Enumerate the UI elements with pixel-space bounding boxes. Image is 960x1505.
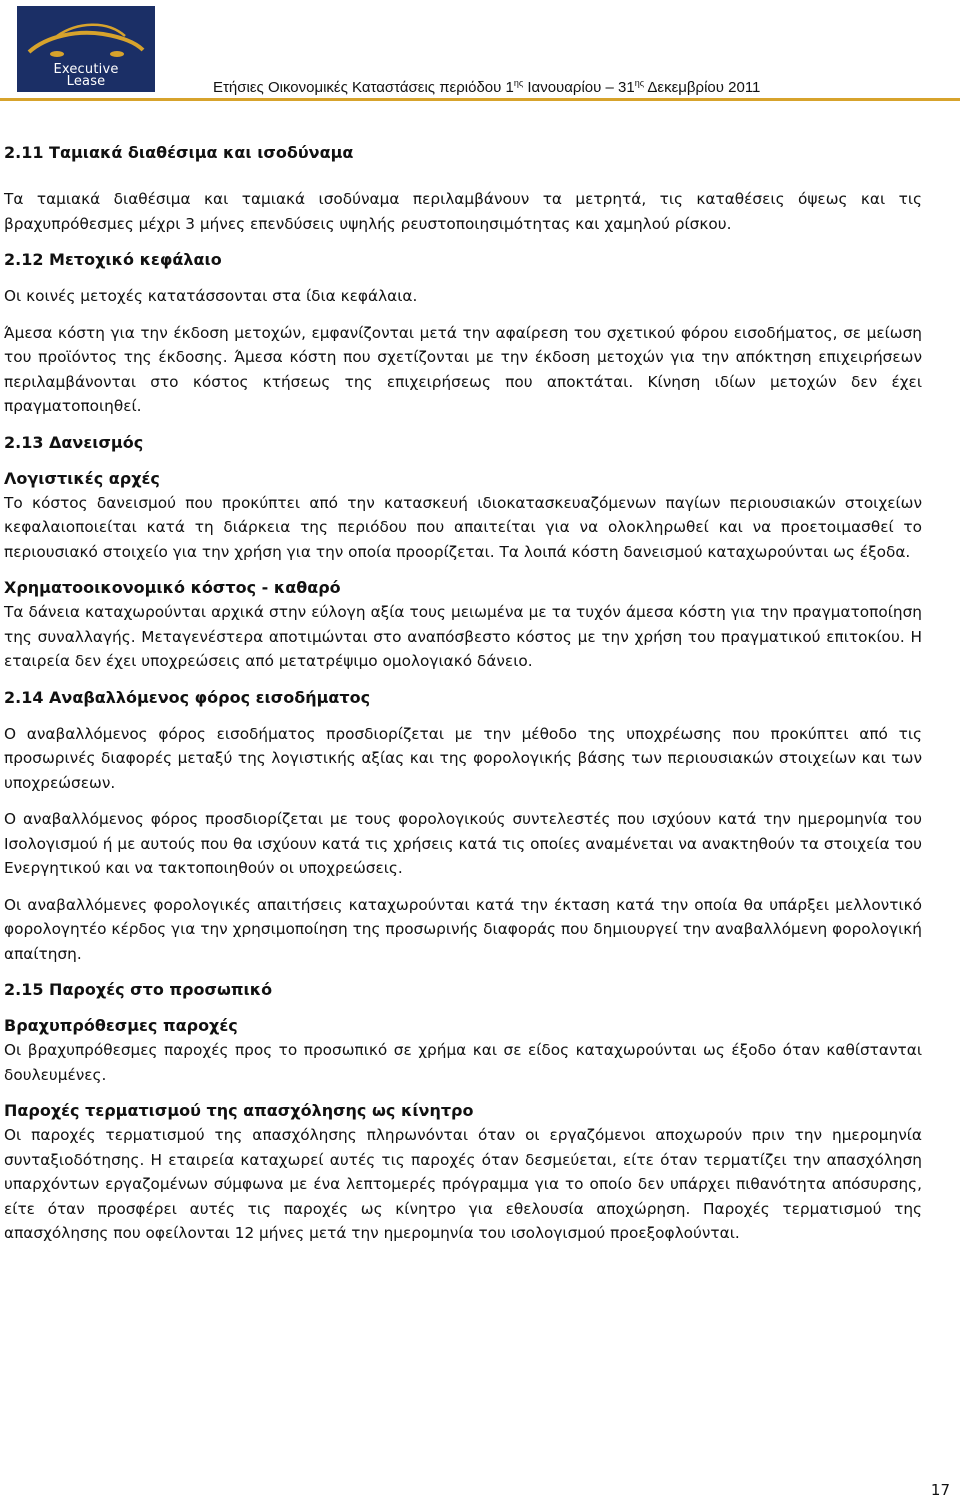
- document-body: [4, 141, 922, 1246]
- section-2-13-paragraph-2: Τα δάνεια καταχωρούνται αρχικά στην εύλογη αξία τους μειωμένα με τα τυχόν άμεσα κόστη για την πραγματοποίηση της συναλλαγής. Μεταγενέστερα αποτιμώνται στο αναπόσβεστο κόστος με την χρήση του πραγματικού επιτοκίου. Η εταιρεία δεν έχει υποχρεώσεις από μετατρέψιμο ομολογιακό δάνειο.: [4, 603, 922, 670]
- header-mid: Ιανουαρίου – 31: [523, 79, 635, 96]
- section-2-12-paragraph-1: Οι κοινές μετοχές κατατάσσονται στα ίδια κεφάλαια.: [4, 287, 418, 305]
- header-divider: [0, 98, 960, 101]
- header-sup2: ης: [634, 78, 645, 88]
- page-header: [213, 78, 813, 96]
- section-2-15-paragraph-1: Οι βραχυπρόθεσμες παροχές προς το προσωπικό σε χρήμα και σε είδος καταχωρούνται ως έξοδο όταν καθίστανται δουλευμένες.: [4, 1041, 922, 1084]
- logo-text-line2: Lease: [66, 74, 106, 89]
- section-2-13-subheading-2: Χρηματοοικονομικό κόστος - καθαρό: [4, 578, 341, 597]
- section-heading-2-15: 2.15 Παροχές στο προσωπικό: [4, 980, 273, 999]
- section-2-15-subheading-1: Βραχυπρόθεσμες παροχές: [4, 1016, 238, 1035]
- section-heading-2-11: 2.11 Ταμιακά διαθέσιμα και ισοδύναμα: [4, 143, 354, 162]
- section-2-14-paragraph-1: Ο αναβαλλόμενος φόρος εισοδήματος προσδιορίζεται με την μέθοδο της υποχρέωσης που προκύπτει από τις προσωρινές διαφορές μεταξύ της λογιστικής αξίας και της φορολογικής βάσης των περιουσιακών στοιχείων και των υποχρεώσεων.: [4, 724, 922, 792]
- section-2-14-paragraph-3: Οι αναβαλλόμενες φορολογικές απαιτήσεις καταχωρούνται κατά την έκταση κατά την οποία θα υπάρξει μελλοντικό φορολογητέο κέρδος για την χρησιμοποίηση της προσωρινής διαφοράς που δημιουργεί την αναβαλλόμενη φορολογική απαίτηση.: [4, 895, 922, 963]
- section-2-15-subheading-2: Παροχές τερματισμού της απασχόλησης ως κίνητρο: [4, 1101, 474, 1120]
- header-prefix: Ετήσιες Οικονομικές Καταστάσεις περιόδου 1: [213, 79, 514, 96]
- section-heading-2-13: 2.13 Δανεισμός: [4, 432, 144, 452]
- company-logo: [17, 6, 155, 92]
- section-2-15-paragraph-2: Οι παροχές τερματισμού της απασχόλησης πληρωνόνται όταν οι εργαζόμενοι αποχωρούν πριν την ημερομηνία συνταξιοδότησης. Η εταιρεία καταχωρεί αυτές τις παροχές όταν δεσμεύεται, είτε όταν τερματίζει την απασχόληση υπαρχόντων εργαζομένων σύμφωνα με ένα λεπτομερές πρόγραμμα για το οποίο δεν υπάρχει πιθανότητα απόσυρσης, είτε όταν προσφέρει αυτές τις παροχές ως κίνητρο για εθελουσία αποχώρηση. Παροχές τερματισμού της απασχόλησης που οφείλονται 12 μήνες μετά την ημερομηνία του ισολογισμού προεξοφλούνται.: [4, 1126, 922, 1242]
- section-2-11-paragraph: Τα ταμιακά διαθέσιμα και ταμιακά ισοδύναμα περιλαμβάνουν τα μετρητά, τις καταθέσεις όψεως και τις βραχυπρόθεσμες μέχρι 3 μήνες επενδύσεις υψηλής ρευστοποιησιμότητας και χαμηλού ρίσκου.: [4, 190, 922, 233]
- header-suffix: Δεκεμβρίου 2011: [644, 79, 761, 96]
- section-2-13-subheading-1: Λογιστικές αρχές: [4, 468, 160, 488]
- section-2-13-paragraph-1: Το κόστος δανεισμού που προκύπτει από την κατασκευή ιδιοκατασκευαζόμενων παγίων περιουσιακών στοιχείων κεφαλαιοποιείται κατά τη διάρκεια της περιόδου που απαιτείται για να ολοκληρωθεί και να προετοιμασθεί το περιουσιακό στοιχείο για την χρήση για την οποία προορίζεται. Τα λοιπά κόστη δανεισμού καταχωρούνται ως έξοδα.: [4, 493, 922, 561]
- section-2-14-paragraph-2: Ο αναβαλλόμενος φόρος προσδιορίζεται με τους φορολογικούς συντελεστές που ισχύουν κατά την ημερομηνία του Ισολογισμού ή με αυτούς που θα ισχύουν κατά τις χρήσεις κατά τις οποίες αναμένεται να ανακτηθούν τα στοιχεία του Ενεργητικού και να τακτοποιηθούν οι υποχρεώσεις.: [4, 810, 922, 877]
- section-2-12-paragraph-2: Άμεσα κόστη για την έκδοση μετοχών, εμφανίζονται μετά την αφαίρεση του σχετικού φόρου εισοδήματος, σε μείωση του προϊόντος της έκδοσης. Άμεσα κόστη που σχετίζονται με την έκδοση μετοχών για την απόκτηση επιχειρήσεων περιλαμβάνονται στο κόστος κτήσεως της επιχειρήσεως που αποκτάται. Κίνηση ιδίων μετοχών δεν έχει πραγματοποιηθεί.: [4, 323, 922, 415]
- section-heading-2-14: 2.14 Αναβαλλόμενος φόρος εισοδήματος: [4, 687, 371, 707]
- header-sup1: ης: [513, 78, 524, 88]
- section-heading-2-12: 2.12 Μετοχικό κεφάλαιο: [4, 250, 222, 269]
- logo-text-line1: Executive: [53, 62, 119, 77]
- page-number: 17: [930, 1481, 950, 1499]
